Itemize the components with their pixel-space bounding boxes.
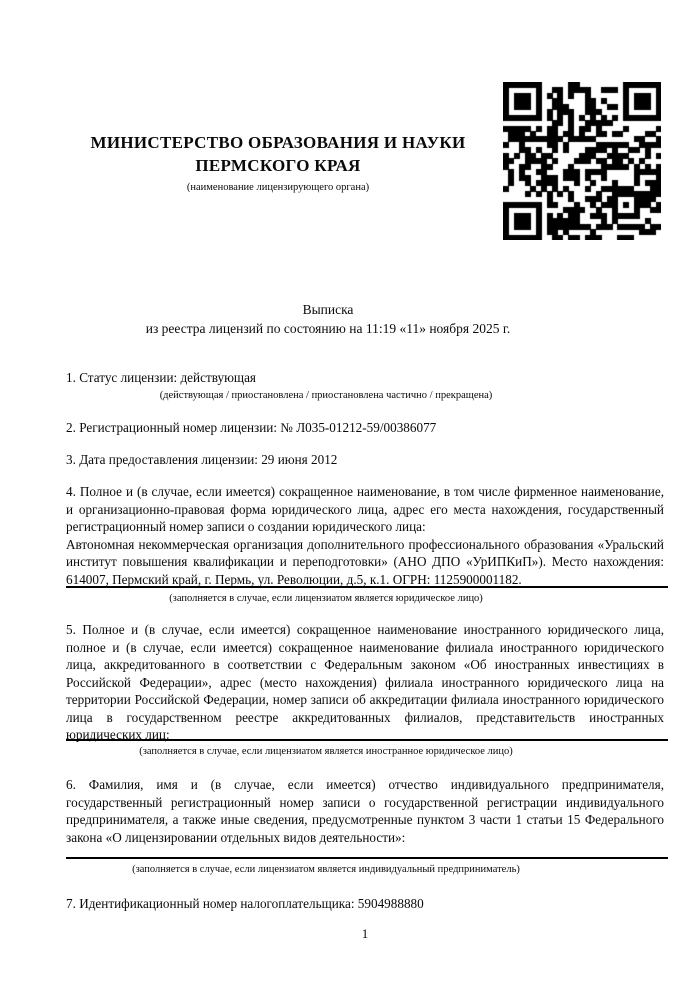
fill-line-individual-entrepreneur: [66, 857, 668, 859]
ministry-name-line2: ПЕРМСКОГО КРАЯ: [195, 156, 361, 175]
ministry-name-caption: (наименование лицензирующего органа): [186, 182, 370, 193]
page-number: 1: [361, 926, 369, 941]
item-legal-entity-label: 4. Полное и (в случае, если имеется) сокращенное наименование, в том числе фирменное наименование, и организационно-правовая форма юридического лица, адрес его места нахождения, государственный регистрационный номер записи о создании юридического лица:: [66, 484, 664, 534]
document-title-line1: Выписка: [302, 302, 354, 317]
item-license-status: 1. Статус лицензии: действующая: [66, 370, 257, 385]
item-foreign-entity-caption: (заполняется в случае, если лицензиатом является иностранное юридическое лицо): [139, 746, 513, 757]
item-foreign-entity: [66, 621, 664, 744]
licensing-authority-header: [66, 131, 490, 194]
item-registration-number: 2. Регистрационный номер лицензии: № Л035-01212-59/00386077: [66, 420, 437, 435]
qr-code-icon: [503, 82, 661, 240]
fill-line-legal-entity: [66, 586, 668, 588]
document-title: [66, 300, 590, 338]
item-individual-entrepreneur-caption: (заполняется в случае, если лицензиатом является индивидуальный предприниматель): [132, 864, 520, 875]
item-grant-date: 3. Дата предоставления лицензии: 29 июня 2012: [66, 452, 338, 467]
fill-line-foreign-entity: [66, 739, 668, 741]
item-foreign-entity-label: 5. Полное и (в случае, если имеется) сокращенное наименование иностранного юридического лица, полное и (в случае, если имеется) сокращенное наименование филиала иностранного юридического лица, аккредитованного в соответствии с Федеральным законом «Об иностранных инвестициях в Российской Федерации», адрес (место нахождения) филиала иностранного юридического лица на территории Российской Федерации, номер записи об аккредитации филиала иностранного юридического лица в государственном реестре аккредитованных филиалов, представительств иностранных юридических лиц:: [66, 622, 664, 742]
item-individual-entrepreneur-label: 6. Фамилия, имя и (в случае, если имеется) отчество индивидуального предпринимателя, государственный регистрационный номер записи о государственной регистрации индивидуального предпринимателя, а также иные сведения, предусмотренные пунктом 3 части 1 статьи 15 Федерального закона «О лицензировании отдельных видов деятельности»:: [66, 777, 664, 845]
document-title-line2: из реестра лицензий по состоянию на 11:19 «11» ноября 2025 г.: [145, 321, 511, 336]
item-individual-entrepreneur: [66, 776, 664, 846]
item-taxpayer-number: 7. Идентификационный номер налогоплательщика: 5904988880: [66, 896, 424, 911]
item-legal-entity: [66, 483, 664, 588]
item-license-status-caption: (действующая / приостановлена / приостановлена частично / прекращена): [159, 390, 493, 401]
item-legal-entity-value: Автономная некоммерческая организация дополнительного профессионального образования «Уральский институт повышения квалификации и переподготовки» (АНО ДПО «УрИПКиП»). Место нахождения: 614007, Пермский край, г. Пермь, ул. Революции, д.5, к.1. ОГРН: 1125900001182.: [66, 536, 664, 587]
ministry-name-line1: МИНИСТЕРСТВО ОБРАЗОВАНИЯ И НАУКИ: [90, 133, 466, 152]
item-legal-entity-caption: (заполняется в случае, если лицензиатом является юридическое лицо): [169, 593, 483, 604]
